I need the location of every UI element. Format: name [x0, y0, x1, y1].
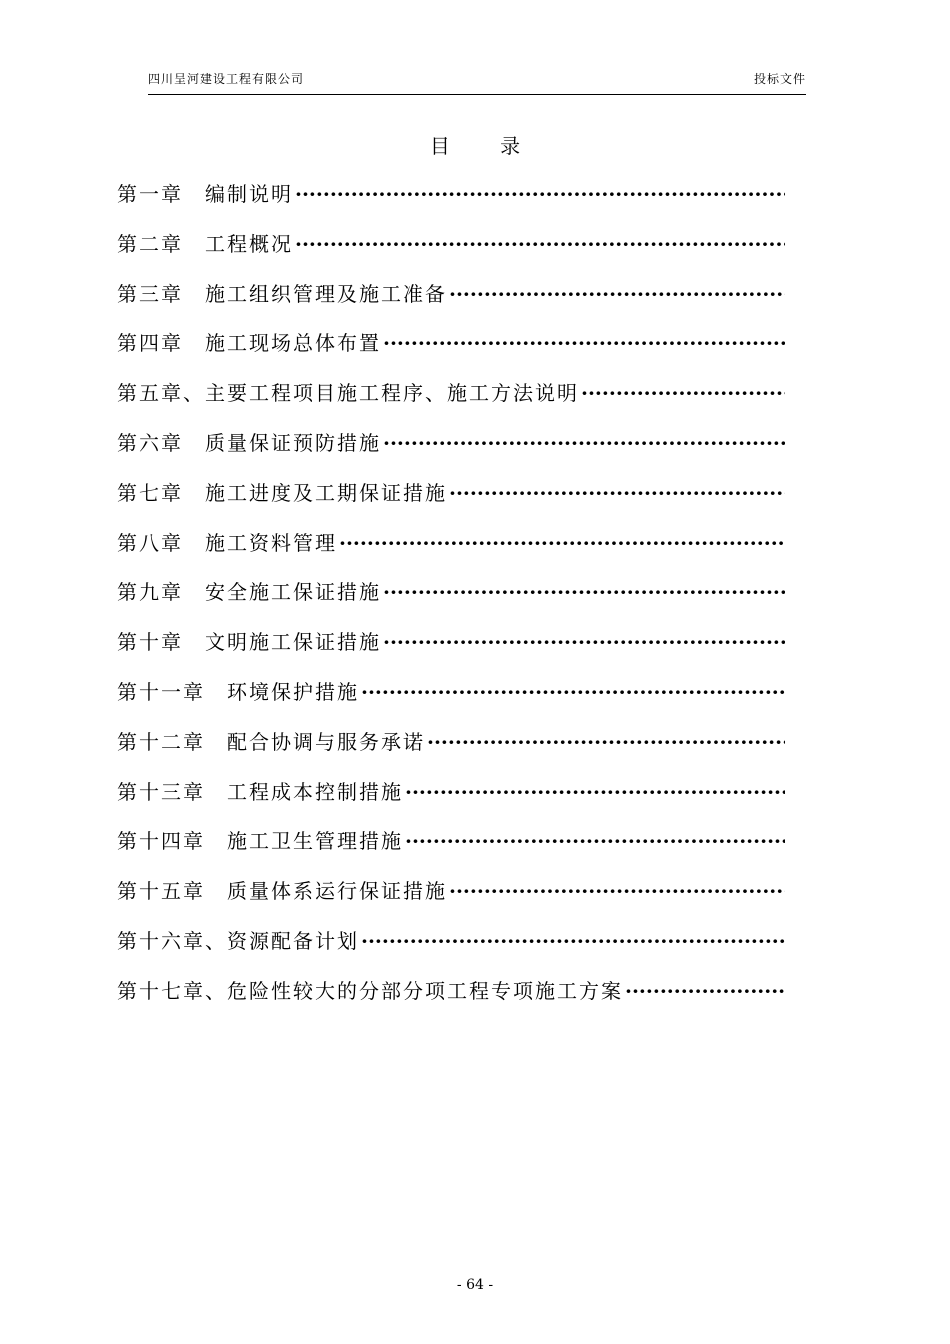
toc-entry-label: 第十三章 工程成本控制措施: [117, 779, 403, 804]
dot-leader: [295, 232, 785, 256]
page-number: - 64 -: [456, 1277, 494, 1293]
toc-title: 目 录: [429, 134, 543, 158]
dot-leader: [449, 879, 785, 903]
toc-entry[interactable]: [117, 676, 785, 726]
dot-leader: [625, 979, 785, 1003]
toc-entry-label: 第三章 施工组织管理及施工准备: [117, 281, 447, 306]
company-name: 四川呈河建设工程有限公司: [148, 72, 305, 86]
toc-entry[interactable]: [117, 477, 785, 527]
toc-entry-label: 第四章 施工现场总体布置: [117, 331, 381, 356]
toc-entry[interactable]: [117, 626, 785, 676]
toc-entry-label: 第十五章 质量体系运行保证措施: [117, 879, 447, 904]
dot-leader: [339, 531, 785, 555]
toc-entry-label: 第十一章 环境保护措施: [117, 679, 359, 704]
dot-leader: [383, 580, 785, 604]
dot-leader: [383, 331, 785, 355]
toc-entry-label: 第一章 编制说明: [117, 182, 293, 206]
page-header: [148, 70, 806, 92]
dot-leader: [427, 730, 785, 754]
dot-leader: [383, 630, 785, 654]
toc-entry-label: 第九章 安全施工保证措施: [117, 580, 381, 605]
toc-entry-label: 第八章 施工资料管理: [117, 530, 337, 555]
toc-entry[interactable]: [117, 726, 785, 776]
toc-entry-label: 第六章 质量保证预防措施: [117, 430, 381, 455]
dot-leader: [361, 680, 785, 704]
toc-entry[interactable]: [117, 875, 785, 925]
table-of-contents: [117, 178, 785, 1025]
toc-entry-label: 第十二章 配合协调与服务承诺: [117, 729, 425, 754]
toc-entry[interactable]: [117, 825, 785, 875]
dot-leader: [295, 182, 785, 206]
dot-leader: [405, 780, 785, 804]
toc-entry-label: 第十四章 施工卫生管理措施: [117, 829, 403, 854]
toc-entry[interactable]: [117, 925, 785, 975]
toc-entry-label: 第十六章、资源配备计划: [117, 928, 359, 953]
toc-entry[interactable]: [117, 327, 785, 377]
toc-entry[interactable]: [117, 228, 785, 278]
toc-entry[interactable]: [117, 975, 785, 1025]
toc-entry-label: 第十七章、危险性较大的分部分项工程专项施工方案: [117, 978, 623, 1003]
dot-leader: [405, 829, 785, 853]
toc-entry[interactable]: [117, 427, 785, 477]
toc-entry[interactable]: [117, 776, 785, 826]
toc-entry-label: 第十章 文明施工保证措施: [117, 630, 381, 655]
toc-entry[interactable]: [117, 527, 785, 577]
toc-entry[interactable]: [117, 278, 785, 328]
dot-leader: [449, 282, 785, 306]
toc-entry[interactable]: [117, 377, 785, 427]
toc-entry[interactable]: [117, 576, 785, 626]
dot-leader: [581, 381, 785, 405]
document-type: 投标文件: [753, 72, 806, 86]
toc-entry-label: 第七章 施工进度及工期保证措施: [117, 480, 447, 505]
header-divider: [148, 94, 806, 95]
dot-leader: [383, 431, 785, 455]
dot-leader: [361, 929, 785, 953]
toc-entry-label: 第二章 工程概况: [117, 231, 293, 256]
toc-entry-label: 第五章、主要工程项目施工程序、施工方法说明: [117, 381, 579, 406]
dot-leader: [449, 481, 785, 505]
toc-entry[interactable]: [117, 178, 785, 228]
